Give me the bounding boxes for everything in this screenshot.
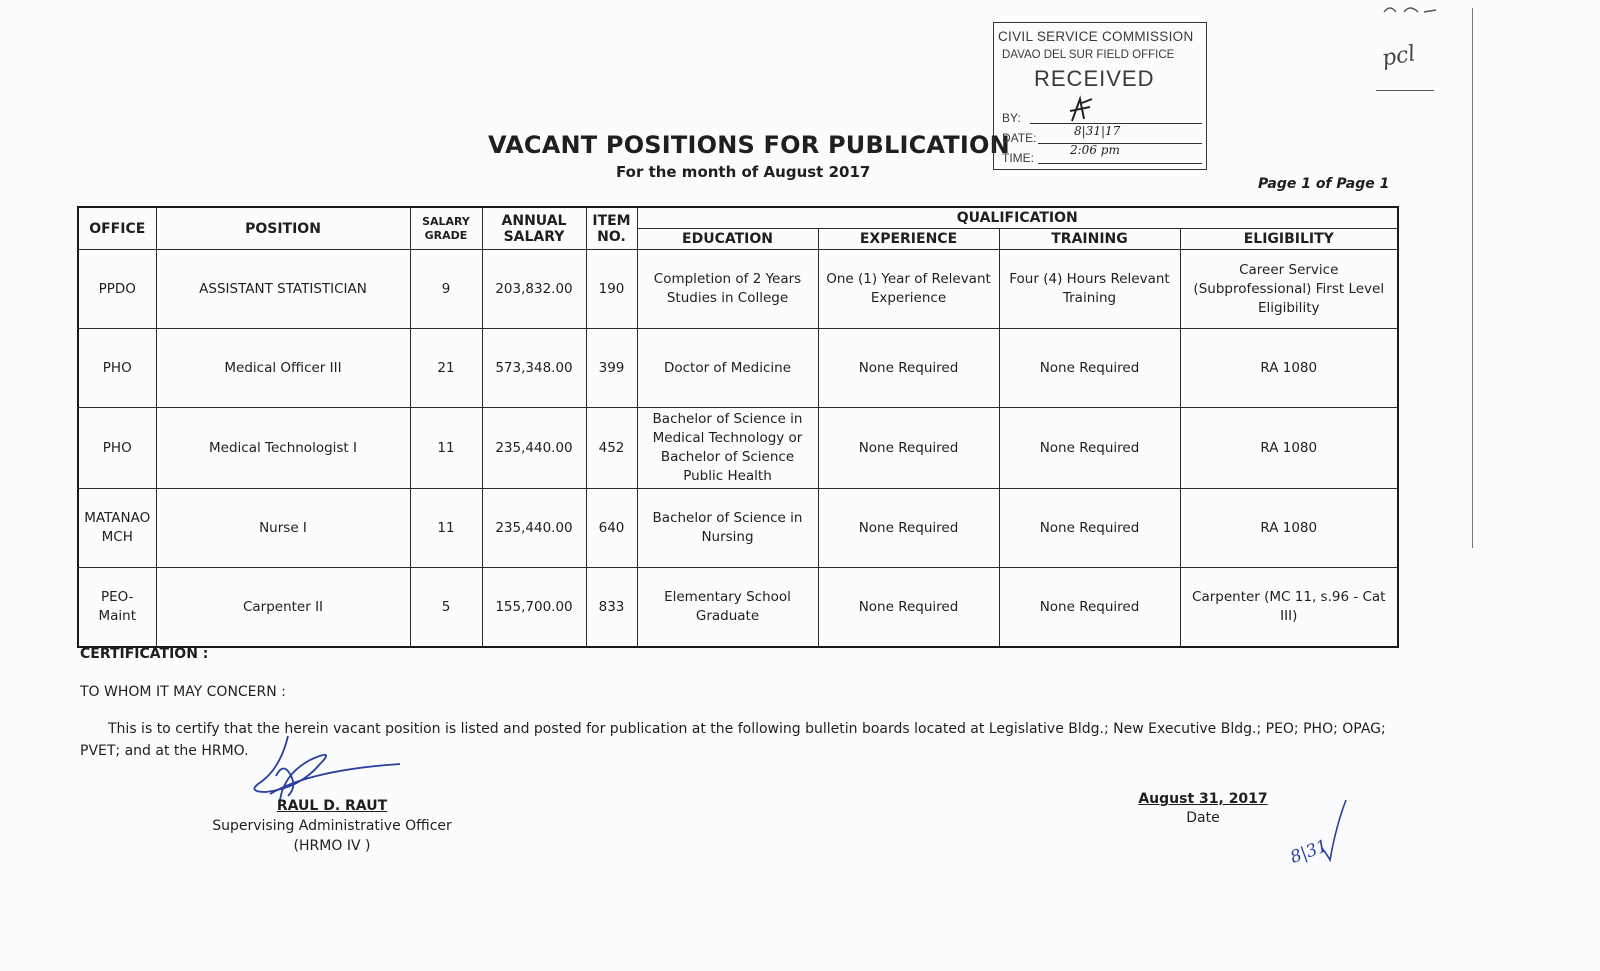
eligibility-cell: Career Service (Subprofessional) First Level Eligibility bbox=[1180, 250, 1398, 329]
salary-grade-cell: 9 bbox=[410, 250, 482, 329]
table-row bbox=[78, 489, 1398, 568]
item-no-cell: 833 bbox=[586, 568, 637, 648]
experience-cell: None Required bbox=[818, 568, 999, 648]
handwritten-check-mark bbox=[1318, 796, 1348, 866]
experience-cell: None Required bbox=[818, 489, 999, 568]
position-cell: ASSISTANT STATISTICIAN bbox=[156, 250, 410, 329]
annual-salary-cell: 155,700.00 bbox=[482, 568, 586, 648]
eligibility-cell: RA 1080 bbox=[1180, 408, 1398, 489]
stamp-initials-mark bbox=[1066, 95, 1096, 125]
corner-initials: pcl bbox=[1380, 41, 1418, 72]
signatory-position: (HRMO IV ) bbox=[293, 838, 371, 854]
office-cell: MATANAO MCH bbox=[78, 489, 156, 568]
received-stamp bbox=[993, 22, 1207, 170]
salary-grade-cell: 11 bbox=[410, 489, 482, 568]
col-training-header: TRAINING bbox=[999, 229, 1180, 250]
salary-grade-cell: 21 bbox=[410, 329, 482, 408]
stamp-status: RECEIVED bbox=[1034, 66, 1155, 91]
corner-initials-underline bbox=[1376, 90, 1434, 91]
office-cell: PHO bbox=[78, 329, 156, 408]
page-indicator: Page 1 of Page 1 bbox=[1258, 176, 1390, 192]
item-no-cell: 399 bbox=[586, 329, 637, 408]
col-position-header: POSITION bbox=[156, 207, 410, 250]
item-no-cell: 640 bbox=[586, 489, 637, 568]
eligibility-cell: Carpenter (MC 11, s.96 - Cat III) bbox=[1180, 568, 1398, 648]
annual-salary-cell: 235,440.00 bbox=[482, 408, 586, 489]
handwritten-date-initial: 8|31 bbox=[1287, 836, 1331, 868]
certification-heading: CERTIFICATION : bbox=[80, 646, 209, 662]
stamp-date-handwritten: 8|31|17 bbox=[1074, 124, 1121, 138]
office-cell: PHO bbox=[78, 408, 156, 489]
stamp-time-label: TIME: bbox=[1002, 151, 1034, 165]
date-label: Date bbox=[1186, 810, 1220, 826]
col-item-no-header: ITEM NO. bbox=[586, 207, 637, 250]
education-cell: Bachelor of Science in Medical Technology or Bachelor of Science Public Health bbox=[637, 408, 818, 489]
corner-scribble bbox=[1380, 0, 1440, 20]
education-cell: Elementary School Graduate bbox=[637, 568, 818, 648]
col-eligibility-header: ELIGIBILITY bbox=[1180, 229, 1398, 250]
office-cell: PEO-Maint bbox=[78, 568, 156, 648]
stamp-office: DAVAO DEL SUR FIELD OFFICE bbox=[1002, 49, 1175, 61]
stamp-by-label: BY: bbox=[1002, 111, 1021, 125]
eligibility-cell: RA 1080 bbox=[1180, 489, 1398, 568]
col-office-header: OFFICE bbox=[78, 207, 156, 250]
signatory-title: Supervising Administrative Officer bbox=[212, 818, 452, 834]
position-cell: Medical Technologist I bbox=[156, 408, 410, 489]
table-row bbox=[78, 568, 1398, 648]
salary-grade-cell: 5 bbox=[410, 568, 482, 648]
col-salary-grade-header: SALARY GRADE bbox=[410, 207, 482, 250]
table-row bbox=[78, 408, 1398, 489]
item-no-cell: 190 bbox=[586, 250, 637, 329]
item-no-cell: 452 bbox=[586, 408, 637, 489]
stamp-time-line bbox=[1038, 163, 1202, 164]
education-cell: Completion of 2 Years Studies in College bbox=[637, 250, 818, 329]
annual-salary-cell: 203,832.00 bbox=[482, 250, 586, 329]
page-edge-line bbox=[1472, 8, 1473, 548]
position-cell: Nurse I bbox=[156, 489, 410, 568]
page-title: VACANT POSITIONS FOR PUBLICATION bbox=[488, 131, 1010, 159]
education-cell: Doctor of Medicine bbox=[637, 329, 818, 408]
experience-cell: None Required bbox=[818, 408, 999, 489]
col-education-header: EDUCATION bbox=[637, 229, 818, 250]
stamp-time-handwritten: 2:06 pm bbox=[1070, 143, 1120, 157]
training-cell: None Required bbox=[999, 408, 1180, 489]
annual-salary-cell: 235,440.00 bbox=[482, 489, 586, 568]
experience-cell: One (1) Year of Relevant Experience bbox=[818, 250, 999, 329]
annual-salary-cell: 573,348.00 bbox=[482, 329, 586, 408]
page-subtitle: For the month of August 2017 bbox=[616, 163, 871, 181]
eligibility-cell: RA 1080 bbox=[1180, 329, 1398, 408]
qualification-header: QUALIFICATION bbox=[637, 207, 1398, 229]
stamp-date-label: DATE: bbox=[1002, 131, 1037, 145]
vacancy-table bbox=[77, 206, 1399, 648]
stamp-agency: CIVIL SERVICE COMMISSION bbox=[998, 29, 1194, 44]
position-cell: Carpenter II bbox=[156, 568, 410, 648]
table-row bbox=[78, 329, 1398, 408]
training-cell: Four (4) Hours Relevant Training bbox=[999, 250, 1180, 329]
certification-date: August 31, 2017 bbox=[1138, 791, 1268, 807]
salary-grade-cell: 11 bbox=[410, 408, 482, 489]
experience-cell: None Required bbox=[818, 329, 999, 408]
training-cell: None Required bbox=[999, 489, 1180, 568]
certification-body: This is to certify that the herein vacant position is listed and posted for publication at the following bulletin boards located at Legislative Bldg.; New Executive Bldg.; PEO; PHO; OPAG; PVET; and at the HRMO. bbox=[80, 721, 1386, 759]
training-cell: None Required bbox=[999, 568, 1180, 648]
certification-salutation: TO WHOM IT MAY CONCERN : bbox=[80, 684, 286, 700]
stamp-date-line bbox=[1038, 143, 1202, 144]
training-cell: None Required bbox=[999, 329, 1180, 408]
office-cell: PPDO bbox=[78, 250, 156, 329]
table-row bbox=[78, 250, 1398, 329]
signatory-name: RAUL D. RAUT bbox=[276, 798, 388, 814]
col-experience-header: EXPERIENCE bbox=[818, 229, 999, 250]
education-cell: Bachelor of Science in Nursing bbox=[637, 489, 818, 568]
position-cell: Medical Officer III bbox=[156, 329, 410, 408]
col-annual-salary-header: ANNUAL SALARY bbox=[482, 207, 586, 250]
